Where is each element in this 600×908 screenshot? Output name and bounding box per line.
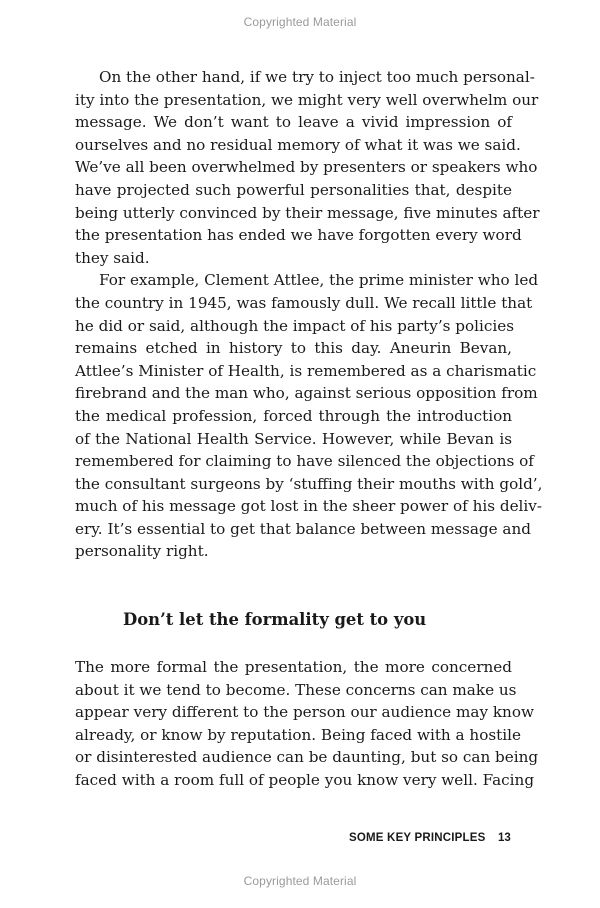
text-line: remembered for claiming to have silenced the objections of: [75, 452, 534, 471]
paragraph-personality: [75, 66, 540, 269]
text-line: of the National Health Service. However, while Bevan is: [75, 429, 512, 448]
text-line: appear very different to the person our audience may know: [75, 703, 534, 722]
text-line: We’ve all been overwhelmed by presenters or speakers who: [75, 158, 538, 177]
text-line: personality right.: [75, 542, 209, 561]
text-line: the consultant surgeons by ‘stuffing their mouths with gold’,: [75, 474, 543, 493]
text-line: they said.: [75, 248, 150, 267]
text-line: being utterly convinced by their message, five minutes after: [75, 203, 540, 222]
text-line: or disinterested audience can be daunting, but so can being: [75, 748, 539, 767]
paragraph-attlee-bevan: [75, 269, 543, 563]
text-line: firebrand and the man who, against serious opposition from: [75, 384, 538, 403]
text-line: message. We don’t want to leave a vivid impression of: [75, 113, 512, 132]
text-line: the medical profession, forced through the introduction: [75, 406, 512, 425]
text-line: he did or said, although the impact of his party’s policies: [75, 316, 515, 335]
body-text-lower: [75, 656, 539, 792]
paragraph-formality: [75, 656, 539, 792]
section-heading: Don’t let the formality get to you: [123, 610, 427, 629]
copyright-watermark-top: Copyrighted Material: [243, 15, 357, 29]
body-text-upper: [75, 66, 543, 563]
text-line: ery. It’s essential to get that balance between message and: [75, 519, 531, 538]
text-line: remains etched in history to this day. Aneurin Bevan,: [75, 339, 512, 358]
text-line: much of his message got lost in the sheer power of his deliv-: [75, 497, 542, 516]
text-line: already, or know by reputation. Being faced with a hostile: [75, 725, 521, 744]
text-line: about it we tend to become. These concerns can make us: [75, 680, 517, 699]
text-line: On the other hand, if we try to inject too much personal-: [99, 68, 535, 86]
page-number: 13: [498, 832, 511, 844]
text-line: ourselves and no residual memory of what it was we said.: [75, 135, 521, 154]
text-line: faced with a room full of people you know very well. Facing: [75, 770, 535, 789]
running-head: SOME KEY PRINCIPLES: [349, 832, 486, 844]
text-line: Attlee’s Minister of Health, is remembered as a charismatic: [75, 361, 537, 380]
text-line: For example, Clement Attlee, the prime minister who led: [99, 271, 539, 290]
text-line: have projected such powerful personalities that, despite: [75, 180, 512, 199]
text-line: The more formal the presentation, the more concerned: [75, 658, 512, 676]
copyright-watermark-bottom: Copyrighted Material: [243, 874, 357, 888]
text-line: ity into the presentation, we might very well overwhelm our: [75, 90, 539, 109]
text-line: the presentation has ended we have forgotten every word: [75, 226, 522, 245]
text-line: the country in 1945, was famously dull. We recall little that: [75, 293, 533, 312]
